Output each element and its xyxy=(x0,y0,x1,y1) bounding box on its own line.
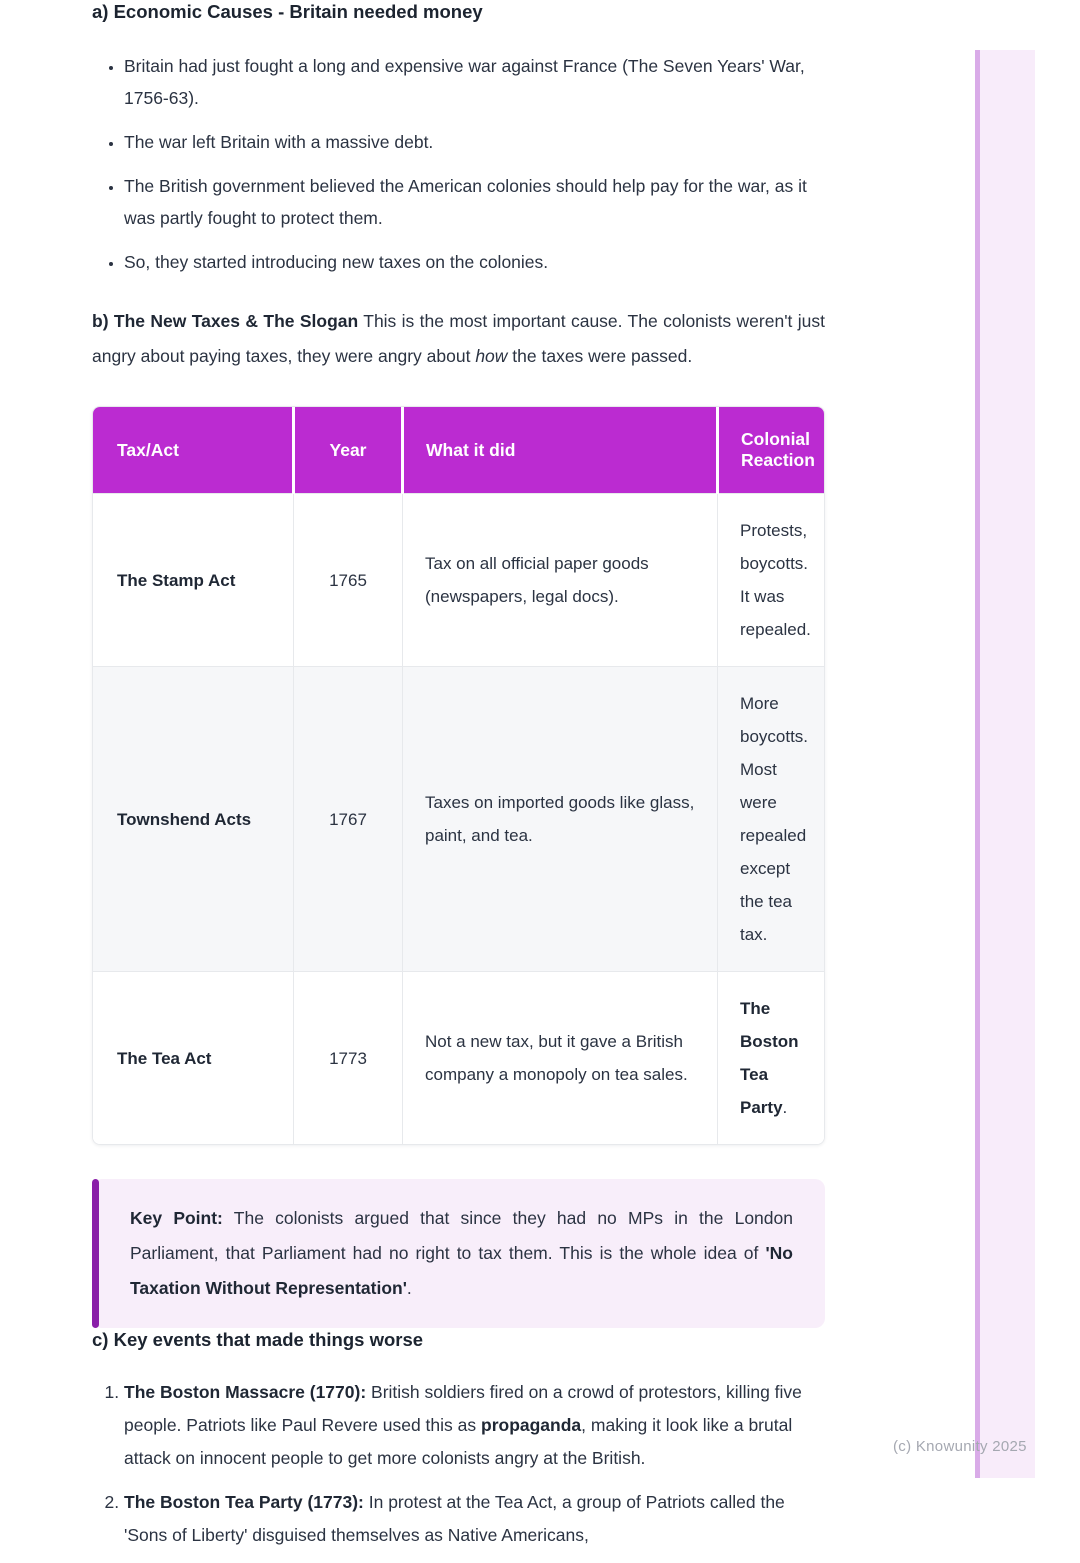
cell-colonial-reaction: Protests, boycotts. It was repealed. xyxy=(718,494,825,667)
event-lead-bold: The Boston Massacre (1770): xyxy=(124,1382,367,1402)
table-header-tax-act: Tax/Act xyxy=(93,407,294,494)
cell-what-it-did: Taxes on imported goods like glass, paint, and tea. xyxy=(403,667,718,972)
cell-colonial-reaction: More boycotts. Most were repealed except the tea tax. xyxy=(718,667,825,972)
bullet-item: • The British government believed the American colonies should help pay for the war, as it was partly fought to protect them. xyxy=(124,170,825,234)
section-b-text-tail: the taxes were passed. xyxy=(507,346,693,366)
cell-act-name: Townshend Acts xyxy=(93,667,294,972)
cell-year: 1773 xyxy=(294,972,403,1145)
event-bold-word: propaganda xyxy=(481,1415,582,1435)
cell-act-name: The Tea Act xyxy=(93,972,294,1145)
section-b-paragraph xyxy=(92,304,825,374)
table-header-colonial-reaction: Colonial Reaction xyxy=(718,407,825,494)
section-a-heading: a) Economic Causes - Britain needed money xyxy=(92,1,483,22)
section-c-numbered-list xyxy=(92,1376,825,1552)
cell-what-it-did: Tax on all official paper goods (newspapers, legal docs). xyxy=(403,494,718,667)
table-row-townshend-acts xyxy=(93,667,824,972)
copyright-watermark: (c) Knowunity 2025 xyxy=(893,1438,1027,1455)
section-b-text: This is the most important cause. The colonists weren't just angry about paying taxes, they were angry about xyxy=(92,311,825,366)
cell-what-it-did: Not a new tax, but it gave a British company a monopoly on tea sales. xyxy=(403,972,718,1145)
cell-act-name: The Stamp Act xyxy=(93,494,294,667)
cell-year: 1767 xyxy=(294,667,403,972)
bullet-item: • Britain had just fought a long and expensive war against France (The Seven Years' War, 1756-63). xyxy=(124,50,825,114)
page-edge-highlight-bar xyxy=(975,50,1035,1478)
key-point-callout xyxy=(92,1179,825,1328)
key-point-lead-bold: Key Point: xyxy=(130,1208,223,1228)
section-a-bullet-list xyxy=(92,50,825,278)
section-c-heading: c) Key events that made things worse xyxy=(92,1329,424,1350)
table-header-year: Year xyxy=(294,407,403,494)
event-text: British soldiers fired on a crowd of protestors, killing five people. Patriots like Paul Revere used this as xyxy=(124,1382,802,1435)
bullet-item: • So, they started introducing new taxes on the colonies. xyxy=(124,246,825,278)
callout-accent-bar xyxy=(92,1179,99,1328)
event-text-tail: , making it look like a brutal attack on innocent people to get more colonists angry at the British. xyxy=(124,1415,793,1468)
cell-reaction-bold: The Boston Tea Party xyxy=(740,999,799,1117)
table-row-stamp-act xyxy=(93,494,824,667)
cell-colonial-reaction xyxy=(718,972,825,1145)
event-lead-bold: The Boston Tea Party (1773): xyxy=(124,1492,364,1512)
key-point-body: The colonists argued that since they had no MPs in the London Parliament, that Parliament had no right to tax them. This is the whole idea of xyxy=(130,1208,793,1263)
key-point-slogan-bold: 'No Taxation Without Representation' xyxy=(130,1243,793,1298)
table-header-row xyxy=(93,407,824,494)
cell-reaction-tail: . xyxy=(782,1098,788,1117)
key-point-text xyxy=(130,1201,793,1306)
table-header-what-it-did: What it did xyxy=(403,407,718,494)
key-point-tail: . xyxy=(406,1278,412,1298)
section-b-italic-word: how xyxy=(475,346,508,366)
bullet-item: • The war left Britain with a massive debt. xyxy=(124,126,825,158)
tax-acts-table xyxy=(92,406,825,1145)
section-b-lead-bold: b) The New Taxes & The Slogan xyxy=(92,311,359,331)
event-item-boston-massacre xyxy=(124,1376,825,1475)
event-text: In protest at the Tea Act, a group of Patriots called the 'Sons of Liberty' disguised themselves as Native Americans, xyxy=(124,1492,785,1545)
table-row-tea-act xyxy=(93,972,824,1145)
event-item-boston-tea-party xyxy=(124,1486,825,1552)
document-page-content xyxy=(92,0,825,1563)
cell-year: 1765 xyxy=(294,494,403,667)
